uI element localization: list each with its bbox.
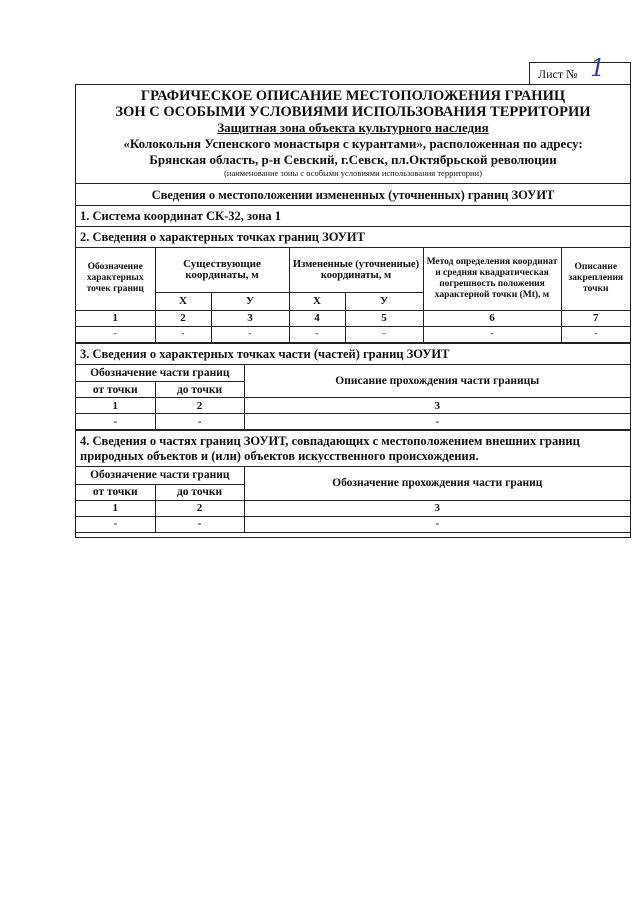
table-cell: - — [76, 414, 155, 430]
table-cell: - — [211, 326, 289, 342]
col-part: Обозначение части границ — [76, 365, 244, 382]
col-x-changed: Х — [289, 292, 345, 310]
col-method: Метод определения координат и средняя квадратическая погрешность положения характерной точки (Мt), м — [423, 248, 561, 310]
col-number: 2 — [155, 500, 244, 516]
col-number: 1 — [76, 500, 155, 516]
col-number: 3 — [244, 398, 630, 414]
table-cell: - — [244, 414, 630, 430]
coinciding-parts-table — [76, 467, 630, 533]
col-part: Обозначение части границ — [76, 467, 244, 484]
col-number: 2 — [155, 310, 211, 326]
table-cell: - — [155, 326, 211, 342]
col-number: 3 — [211, 310, 289, 326]
title-line-2: ЗОН С ОСОБЫМИ УСЛОВИЯМИ ИСПОЛЬЗОВАНИЯ ТЕРРИТОРИИ — [115, 104, 591, 120]
section3-title: 3. Сведения о характерных точках части (частей) границ ЗОУИТ — [76, 343, 630, 364]
col-number: 2 — [155, 398, 244, 414]
col-description: Описание закрепления точки — [561, 248, 630, 310]
col-y-existing: У — [211, 292, 289, 310]
table-row — [76, 326, 630, 342]
table-cell: - — [155, 414, 244, 430]
zone-note: (наименование зоны с особыми условиями использования территории) — [224, 168, 482, 178]
sheet-number-box — [529, 62, 631, 84]
col-from: от точки — [76, 382, 155, 398]
table-cell: - — [155, 516, 244, 532]
col-number: 4 — [289, 310, 345, 326]
document-frame — [75, 84, 631, 538]
col-to: до точки — [155, 484, 244, 500]
table-row — [76, 516, 630, 532]
document-header — [76, 85, 630, 183]
table-row — [76, 414, 630, 430]
table-cell: - — [76, 516, 155, 532]
col-number: 7 — [561, 310, 630, 326]
col-part-description: Описание прохождения части границы — [244, 365, 630, 398]
table-cell: - — [289, 326, 345, 342]
col-number: 1 — [76, 310, 155, 326]
sheet-number-handwritten: 1 — [590, 54, 606, 82]
zone-name: Защитная зона объекта культурного наследия — [217, 120, 489, 135]
sheet-label: Лист № — [538, 67, 578, 81]
table-cell: - — [423, 326, 561, 342]
table-cell: - — [76, 326, 155, 342]
col-number: 1 — [76, 398, 155, 414]
object-line-2: Брянская область, р-н Севский, г.Севск, пл.Октябрьской революции — [149, 152, 557, 167]
section2-title: 2. Сведения о характерных точках границ ЗОУИТ — [76, 226, 630, 247]
info-title: Сведения о местоположении измененных (уточненных) границ ЗОУИТ — [76, 183, 630, 205]
title-line-1: ГРАФИЧЕСКОЕ ОПИСАНИЕ МЕСТОПОЛОЖЕНИЯ ГРАНИЦ — [140, 88, 566, 104]
table-cell: - — [345, 326, 423, 342]
col-changed: Измененные (уточненные) координаты, м — [289, 248, 423, 292]
col-to: до точки — [155, 382, 244, 398]
col-number: 3 — [244, 500, 630, 516]
col-part-description: Обозначение прохождения части границ — [244, 467, 630, 500]
col-designation: Обозначение характерных точек границ — [76, 248, 155, 310]
col-from: от точки — [76, 484, 155, 500]
points-table — [76, 248, 630, 343]
col-existing: Существующие координаты, м — [155, 248, 289, 292]
parts-table — [76, 365, 630, 431]
section1-title: 1. Система координат СК-32, зона 1 — [76, 205, 630, 226]
table-cell: - — [561, 326, 630, 342]
object-line-1: «Колокольня Успенского монастыря с курантами», расположенная по адресу: — [123, 136, 583, 151]
section4-title: 4. Сведения о частях границ ЗОУИТ, совпадающих с местоположением внешних границ природных объектов и (или) объектов искусственного происхождения. — [76, 430, 630, 466]
col-y-changed: У — [345, 292, 423, 310]
col-number: 6 — [423, 310, 561, 326]
table-cell: - — [244, 516, 630, 532]
col-number: 5 — [345, 310, 423, 326]
col-x-existing: Х — [155, 292, 211, 310]
